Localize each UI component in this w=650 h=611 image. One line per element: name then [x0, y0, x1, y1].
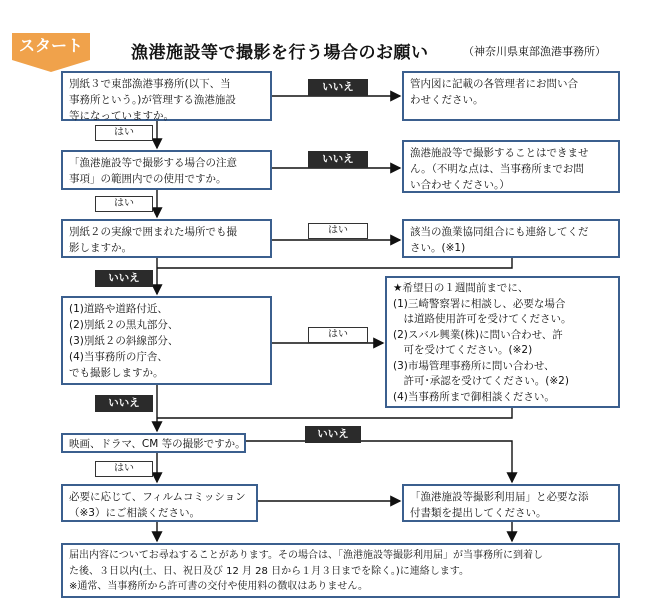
result-4-line: (3)市場管理事務所に問い合わせ、 [393, 359, 555, 372]
question-box-4 [61, 296, 272, 385]
final-notice-line: ※通常、当事務所から許可書の交付や使用料の徴収はありません。 [69, 581, 368, 592]
connector-r4-down [157, 407, 512, 418]
result-5-line: 付書類を提出してください。 [410, 507, 547, 519]
label-no-q1: いいえ [308, 79, 368, 96]
question-2-line: 事項」の範囲内での使用ですか。 [69, 173, 227, 185]
result-4-line: (1)三崎警察署に相談し、必要な場合 [393, 297, 566, 310]
label-yes-q5: はい [95, 461, 153, 477]
start-badge: スタート [12, 33, 90, 60]
label-no-q2: いいえ [308, 151, 368, 168]
question-3-line: 影しますか。 [69, 242, 132, 254]
result-2-line: 漁港施設等で撮影することはできませ [410, 147, 589, 159]
result-4-line: 許可･承認を受けてください。(※2) [393, 375, 569, 387]
result-4-line: は道路使用許可を受けてください。 [393, 313, 572, 325]
result-box-3 [402, 219, 620, 258]
result-4-line: (4)当事務所まで御相談ください。 [393, 390, 555, 403]
question-box-1 [61, 71, 272, 121]
result-box-1 [402, 71, 620, 121]
result-4-line: 可を受けてください。(※2) [393, 344, 533, 356]
result-3-line: さい。(※1) [410, 242, 466, 254]
question-1-line: 等になっていますか。 [69, 110, 174, 122]
question-4-line: でも撮影しますか。 [69, 367, 164, 379]
question-6-line: （※3）にご相談ください。 [69, 507, 200, 519]
result-2-line: い合わせください。） [410, 179, 510, 191]
question-1-line: 別紙３で東部漁港事務所(以下、当 [69, 78, 231, 90]
arrow-q5-r5 [246, 441, 512, 482]
question-box-5 [61, 433, 246, 453]
question-4-line: (4)当事務所の庁舎、 [69, 351, 168, 363]
question-box-2 [61, 150, 272, 190]
question-box-6 [61, 484, 258, 522]
label-no-q4: いいえ [95, 395, 153, 412]
organization-name: （神奈川県東部漁港事務所） [463, 45, 606, 58]
question-3-line: 別紙２の実線で囲まれた場所でも撮 [69, 226, 237, 238]
result-box-2 [402, 140, 620, 193]
question-1-line: 事務所という。)が管理する漁港施設 [69, 94, 236, 106]
result-1-line: わせください。 [410, 94, 484, 106]
result-box-5 [402, 484, 620, 522]
label-no-q3: いいえ [95, 270, 153, 287]
question-4-line: (1)道路や道路付近、 [69, 303, 168, 315]
label-no-q5: いいえ [305, 426, 361, 443]
label-yes-q2: はい [95, 196, 153, 212]
page-title: 漁港施設等で撮影を行う場合のお願い [131, 43, 429, 63]
question-4-line: (2)別紙２の黒丸部分、 [69, 319, 179, 331]
question-4-line: (3)別紙２の斜線部分、 [69, 335, 179, 347]
question-5-line: 映画、ドラマ、CM 等の撮影ですか。 [69, 438, 246, 450]
label-yes-q1: はい [95, 125, 153, 141]
result-2-line: ん。（不明な点は、当事務所までお問 [410, 163, 584, 175]
question-6-line: 必要に応じて、フィルムコミッション [69, 491, 246, 503]
result-4-line: (2)スバル興業(株)に問い合わせ、許 [393, 328, 563, 341]
result-5-line: 「漁港施設等撮影利用届」と必要な添 [410, 491, 589, 503]
final-notice-line: 届出内容についてお尋ねすることがあります。その場合は、「漁港施設等撮影利用届」が当事務所に到着し [69, 550, 543, 561]
result-1-line: 管内図に記載の各管理者にお問い合 [410, 78, 578, 90]
label-yes-q3: はい [308, 223, 368, 239]
result-3-line: 該当の漁業協同組合にも連絡してくだ [410, 226, 589, 238]
connector-r3-down [157, 257, 512, 268]
result-box-4 [385, 276, 620, 408]
final-notice-line: た後、３日以内(土、日、祝日及び 12 月 28 日から１月３日までを除く。)に連絡します。 [69, 565, 469, 577]
label-yes-q4: はい [308, 327, 368, 343]
question-2-line: 「漁港施設等で撮影する場合の注意 [69, 157, 237, 169]
question-box-3 [61, 219, 272, 258]
result-4-line: ★希望日の１週間前までに、 [393, 282, 529, 294]
final-notice-box [61, 543, 620, 598]
